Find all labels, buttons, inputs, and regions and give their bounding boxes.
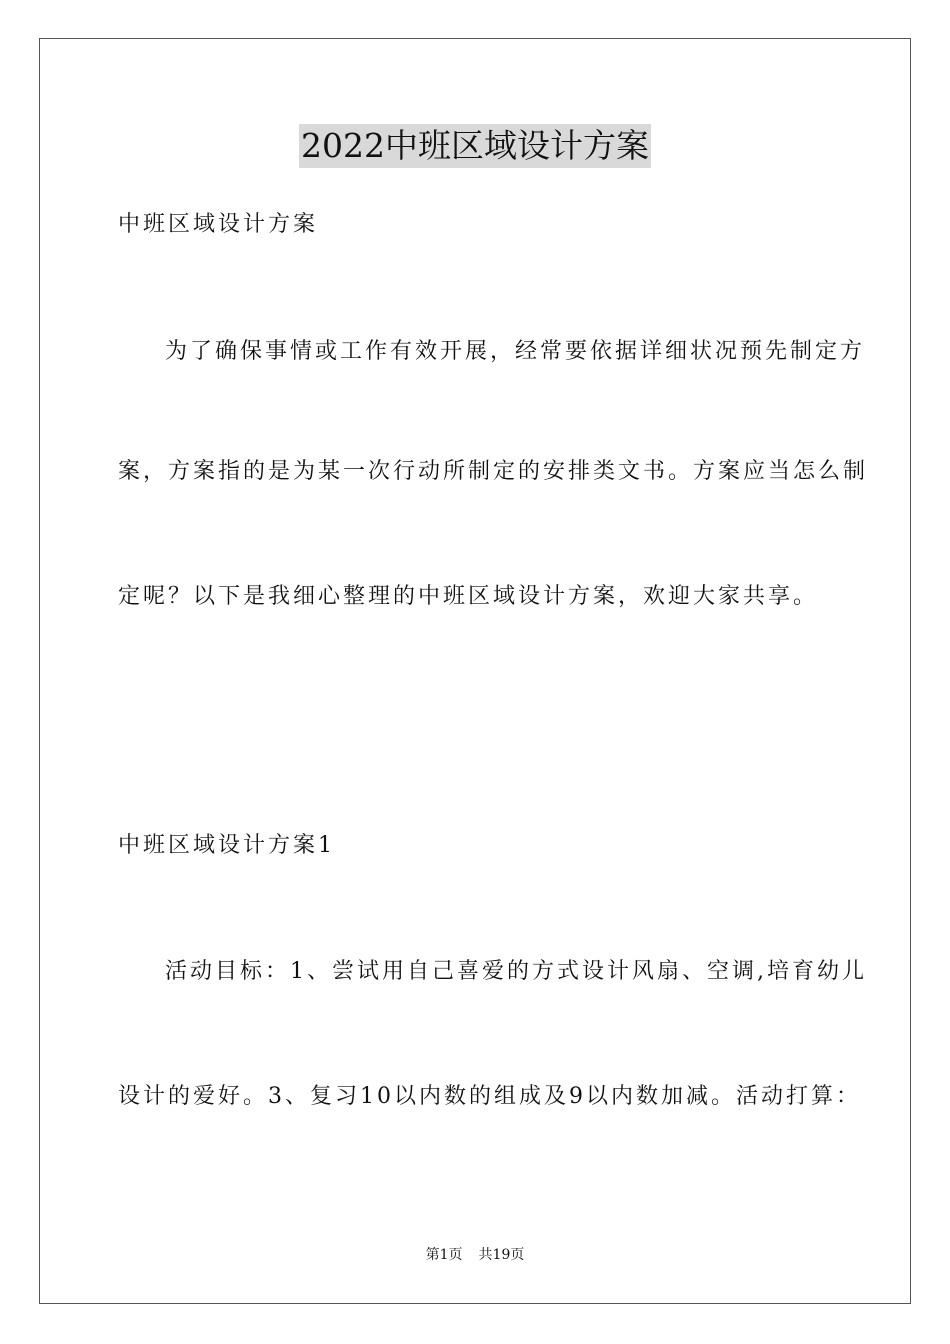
document-title: 2022中班区域设计方案 — [299, 124, 651, 168]
page-number-total: 共19页 — [478, 1247, 525, 1263]
document-subtitle: 中班区域设计方案 — [118, 212, 319, 237]
intro-line-2: 案，方案指的是为某一次行动所制定的安排类文书。方案应当怎么制 — [118, 459, 869, 484]
intro-line-1: 为了确保事情或工作有效开展，经常要依据详细状况预先制定方 — [165, 339, 866, 364]
title-container — [0, 124, 950, 168]
page-footer — [0, 1246, 950, 1264]
section-heading: 中班区域设计方案1 — [118, 833, 335, 858]
section-line-1: 活动目标：1、尝试用自己喜爱的方式设计风扇、空调,培育幼儿 — [165, 959, 867, 984]
page-number-current: 第1页 — [425, 1247, 463, 1263]
intro-line-3: 定呢？以下是我细心整理的中班区域设计方案，欢迎大家共享。 — [118, 584, 819, 609]
section-line-2: 设计的爱好。3、复习10以内数的组成及9以内数加减。活动打算： — [118, 1084, 861, 1109]
